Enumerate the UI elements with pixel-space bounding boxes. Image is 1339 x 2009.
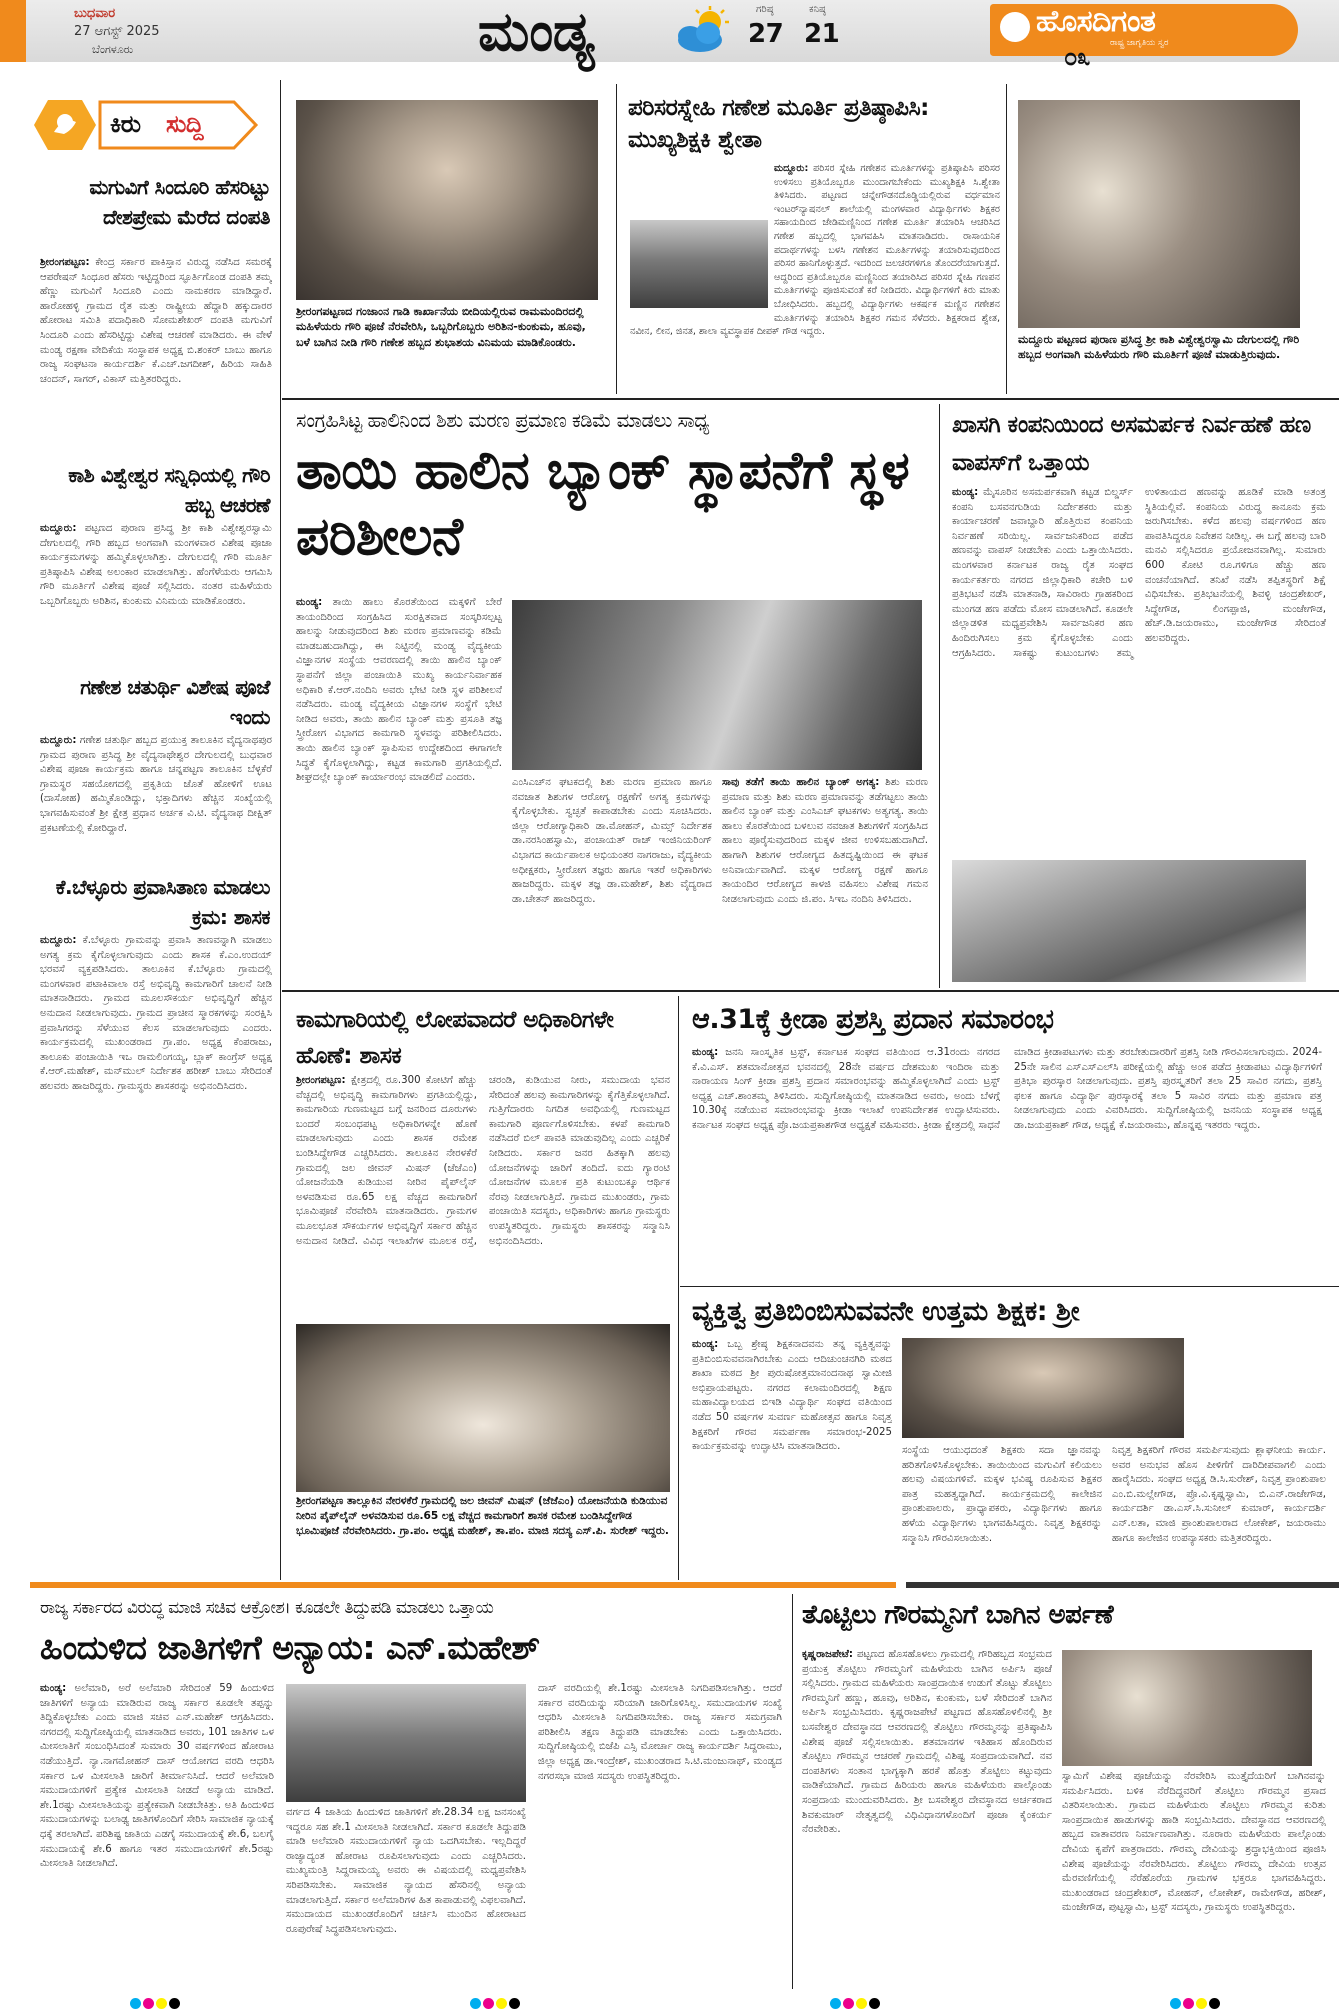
brief-2-title: ಕಾಶಿ ವಿಶ್ವೇಶ್ವರ ಸನ್ನಿಧಿಯಲ್ಲಿ ಗೌರಿ ಹಬ್ಬ ಆಚರಣೆ (68, 463, 270, 517)
milkbank-title: ತಾಯಿ ಹಾಲಿನ ಬ್ಯಾಂಕ್ ಸ್ಥಾಪನೆಗೆ ಸ್ಥಳ ಪರಿಶೀಲನೆ (296, 441, 910, 567)
brief-1-text: ಕೇಂದ್ರ ಸರ್ಕಾರ ಪಾಕಿಸ್ತಾನ ವಿರುದ್ಧ ನಡೆಸಿದ ಸಮರಕ್ಕೆ ಆಪರೇಷನ್ ಸಿಂಧೂರ ಹೆಸರು ಇಟ್ಟಿದ್ದರಿಂದ ಸ್ಫೂರ್ತಿಗೊಂಡ ದಂಪತಿ ತಮ್ಮ ಹೆಣ್ಣು ಮಗುವಿಗೆ ಸಿಂದೂರಿ ಎಂದು ನಾಮಕರಣ ಮಾಡಿದ್ದಾರೆ. ಹಾರೋಹಳ್ಳಿ ಗ್ರಾಮದ ರೈತ ಮತ್ತು ರಾಷ್ಟ್ರೀಯ ಹೆದ್ದಾರಿ ಹಕ್ಕುದಾರರ ಹೋರಾಟ ಸಮಿತಿ ಪದಾಧಿಕಾರಿ ಸೋಮಶೇಖರ್ ದಂಪತಿ ಮಗುವಿಗೆ ಸಿಂದೂರಿ ಎಂದು ಹೆಸರಿಟ್ಟಿದ್ದು ವಿಶೇಷ ಆಚರಣೆ ಮಾಡಿದರು. ಈ ವೇಳೆ ಮಂಡ್ಯ ರಕ್ಷಣಾ ವೇದಿಕೆಯ ಸಂಸ್ಥಾಪಕ ಅಧ್ಯಕ್ಷ ಬಿ.ಶಂಕರ್ ಬಾಬು ಹಾಗೂ ರಾಜ್ಯ ಸಂಘಟನಾ ಕಾರ್ಯದರ್ಶಿ ಕೆ.ಎಚ್.ಜಗದೀಶ್, ಹಿರಿಯ ಸಾಹಿತಿ ಚಂದನ್, ಸಾಗರ್, ವಿಕಾಸ್ ಮತ್ತಿತರರಿದ್ದರು. (40, 257, 272, 385)
photo-teacher-felicitation (902, 1338, 1184, 1438)
works-text: ಕ್ಷೇತ್ರದಲ್ಲಿ ರೂ.300 ಕೋಟಿಗೆ ಹೆಚ್ಚು ವೆಚ್ಚದಲ್ಲಿ ಅಭಿವೃದ್ಧಿ ಕಾಮಗಾರಿಗಳು ಪ್ರಗತಿಯಲ್ಲಿದ್ದು, ಕಾಮಗಾರಿಯ ಗುಣಮಟ್ಟದ ಬಗ್ಗೆ ಜನರಿಂದ ದೂರುಗಳು ಬಂದರೆ ಸಂಬಂಧಪಟ್ಟ ಅಧಿಕಾರಿಗಳನ್ನೇ ಹೊಣೆ ಮಾಡಲಾಗುವುದು ಎಂದು ಶಾಸಕ ರಮೇಶ ಬಂಡಿಸಿದ್ದೇಗೌಡ ಎಚ್ಚರಿಸಿದರು. ತಾಲೂಕಿನ ನೇರಳಕೆರೆ ಗ್ರಾಮದಲ್ಲಿ ಜಲ ಜೀವನ್ ಮಿಷನ್ (ಜೆಜೆಎಂ) ಯೋಜನೆಯಡಿ ಕುಡಿಯುವ ನೀರಿನ ಪೈಪ್‌ಲೈನ್ ಅಳವಡಿಸುವ ರೂ.65 ಲಕ್ಷ ವೆಚ್ಚದ ಕಾಮಗಾರಿಗೆ ಭೂಮಿಪೂಜೆ ನೆರವೇರಿಸಿ ಮಾತನಾಡಿದರು. ಗ್ರಾಮಗಳ ಮೂಲಭೂತ ಸೌಕರ್ಯಗಳ ಅಭಿವೃದ್ಧಿಗೆ ಸರ್ಕಾರ ಹೆಚ್ಚಿನ ಅನುದಾನ ನೀಡಿದೆ. ವಿವಿಧ ಇಲಾಖೆಗಳ ಮೂಲಕ ರಸ್ತೆ, ಚರಂಡಿ, ಕುಡಿಯುವ ನೀರು, ಸಮುದಾಯ ಭವನ ಸೇರಿದಂತೆ ಹಲವು ಕಾಮಗಾರಿಗಳನ್ನು ಕೈಗೆತ್ತಿಕೊಳ್ಳಲಾಗಿದೆ. ಗುತ್ತಿಗೆದಾರರು ನಿಗದಿತ ಅವಧಿಯಲ್ಲಿ ಗುಣಮಟ್ಟದ ಕಾಮಗಾರಿ ಪೂರ್ಣಗೊಳಿಸಬೇಕು. ಕಳಪೆ ಕಾಮಗಾರಿ ನಡೆಸಿದರೆ ಬಿಲ್ ಪಾವತಿ ಮಾಡುವುದಿಲ್ಲ ಎಂದು ಎಚ್ಚರಿಕೆ ನೀಡಿದರು. ಸರ್ಕಾರ ಜನರ ಹಿತಕ್ಕಾಗಿ ಹಲವು ಯೋಜನೆಗಳನ್ನು ಜಾರಿಗೆ ತಂದಿದೆ. ಐದು ಗ್ಯಾರಂಟಿ ಯೋಜನೆಗಳ ಮೂಲಕ ಪ್ರತಿ ಕುಟುಂಬಕ್ಕೂ ಆರ್ಥಿಕ ನೆರವು ನೀಡಲಾಗುತ್ತಿದೆ. ಗ್ರಾಮದ ಮುಖಂಡರು, ಗ್ರಾಮ ಪಂಚಾಯಿತಿ ಸದಸ್ಯರು, ಅಧಿಕಾರಿಗಳು ಹಾಗೂ ಗ್ರಾಮಸ್ಥರು ಉಪಸ್ಥಿತರಿದ್ದರು. ಗ್ರಾಮಸ್ಥರು ಶಾಸಕರನ್ನು ಸನ್ಮಾನಿಸಿ ಅಭಿನಂದಿಸಿದರು. (296, 1075, 670, 1247)
brief-2-text: ಪಟ್ಟಣದ ಪುರಾಣ ಪ್ರಸಿದ್ಧ ಶ್ರೀ ಕಾಶಿ ವಿಶ್ವೇಶ್ವರಸ್ವಾಮಿ ದೇಗುಲದಲ್ಲಿ ಗೌರಿ ಹಬ್ಬದ ಅಂಗವಾಗಿ ಮಂಗಳವಾರ ವಿಶೇಷ ಪೂಜಾ ಕಾರ್ಯಕ್ರಮಗಳನ್ನು ಹಮ್ಮಿಕೊಳ್ಳಲಾಗಿತ್ತು. ದೇಗುಲದಲ್ಲಿ ಗೌರಿ ಮೂರ್ತಿ ಪ್ರತಿಷ್ಠಾಪಿಸಿ ವಿಶೇಷ ಅಲಂಕಾರ ಮಾಡಲಾಗಿತ್ತು. ಹೆಂಗೆಳೆಯರು ಆಗಮಿಸಿ ಗೌರಿ ಮೂರ್ತಿಗೆ ವಿಶೇಷ ಪೂಜೆ ಸಲ್ಲಿಸಿದರು. ನಂತರ ಮಹಿಳೆಯರು ಒಬ್ಬರಿಗೊಬ್ಬರು ಅರಿಶಿನ, ಕುಂಕುಮ ವಿನಿಮಯ ಮಾಡಿಕೊಂಡರು. (40, 523, 272, 607)
milkbank-photo-caption: ಸಾವು ತಡೆಗೆ ತಾಯಿ ಹಾಲಿನ ಬ್ಯಾಂಕ್ ಅಗತ್ಯ: (722, 777, 880, 788)
ganesha-title: ಪರಿಸರಸ್ನೇಹಿ ಗಣೇಶ ಮೂರ್ತಿ ಪ್ರತಿಷ್ಠಾಪಿಸಿ: ಮುಖ್ಯಶಿಕ್ಷಕಿ ಶ್ವೇತಾ (628, 95, 929, 153)
brief-3-dateline: ಮದ್ದೂರು: (40, 735, 77, 746)
gowramma-body-2 (1062, 1770, 1326, 1982)
milkbank-body-1 (296, 596, 502, 982)
brief-3-body (40, 734, 272, 858)
yellow-dot (1196, 1998, 1207, 2009)
mahesh-dateline: ಮಂಡ್ಯ: (40, 1683, 67, 1694)
temp-max: 27 (748, 19, 784, 49)
photo-refund-protest (952, 860, 1306, 982)
paper-tagline: ರಾಷ್ಟ್ರ ಜಾಗೃತಿಯ ಸ್ವರ (1110, 38, 1169, 48)
registration-marks (130, 1994, 1230, 2008)
mahesh-body-3 (538, 1682, 782, 1982)
sports-body (692, 1046, 1322, 1280)
works-title: ಕಾಮಗಾರಿಯಲ್ಲಿ ಲೋಪವಾದರೆ ಅಧಿಕಾರಿಗಳೇ ಹೊಣೆ: ಶಾಸಕ (296, 1007, 614, 1069)
masthead-city: ಬೆಂಗಳೂರು (92, 43, 134, 56)
temp-max-label: ಗರಿಷ್ಠ (756, 4, 774, 15)
cyan-dot (1170, 1998, 1181, 2009)
page-number: ೦೩ (1064, 43, 1090, 71)
registration-mark-3 (830, 1994, 890, 2009)
teacher-body-1 (692, 1338, 892, 1576)
mahesh-title: ಹಿಂದುಳಿದ ಜಾತಿಗಳಿಗೆ ಅನ್ಯಾಯ: ಎನ್.ಮಹೇಶ್ (40, 1628, 540, 1667)
teacher-body-2 (902, 1444, 1102, 1576)
gowramma-title: ತೊಟ್ಟಿಲು ಗೌರಮ್ಮನಿಗೆ ಬಾಗಿನ ಅರ್ಪಣೆ (802, 1600, 1114, 1630)
sports-title: ಆ.31ಕ್ಕೆ ಕ್ರೀಡಾ ಪ್ರಶಸ್ತಿ ಪ್ರದಾನ ಸಮಾರಂಭ (692, 1004, 1054, 1035)
teacher-dateline: ಮಂಡ್ಯ: (692, 1339, 719, 1350)
column-rule (616, 84, 617, 394)
brief-4-dateline: ಮದ್ದೂರು: (40, 935, 77, 946)
ganesha-text: ಪರಿಸರ ಸ್ನೇಹಿ ಗಣೇಶನ ಮೂರ್ತಿಗಳನ್ನು ಪ್ರತಿಷ್ಠಾಪಿಸಿ ಪರಿಸರ ಉಳಿಸಲು ಪ್ರತಿಯೊಬ್ಬರೂ ಮುಂದಾಗಬೇಕೆಂದು ಮುಖ್ಯಶಿಕ್ಷಕಿ ಸಿ.ಶ್ವೇತಾ ತಿಳಿಸಿದರು. ಪಟ್ಟಣದ ಚನ್ನೇಗೌಡನದೊಡ್ಡಿಯಲ್ಲಿರುವ ವರ್ಧಮಾನ ಇಂಟರ್‌ನ್ಯಾಷನಲ್ ಶಾಲೆಯಲ್ಲಿ ಮಂಗಳವಾರ ವಿದ್ಯಾರ್ಥಿಗಳು ಶಿಕ್ಷಕರ ಸಹಾಯದಿಂದ ಜೇಡಿಮಣ್ಣಿನಿಂದ ಗಣೇಶ ಮೂರ್ತಿ ತಯಾರಿಸಿ ಆಚರಿಸಿದ ಗಣೇಶ ಹಬ್ಬದಲ್ಲಿ ಭಾಗವಹಿಸಿ ಮಾತನಾಡಿದರು. ರಾಸಾಯನಿಕ ಪದಾರ್ಥಗಳನ್ನು ಬಳಸಿ ಗಣೇಶನ ಮೂರ್ತಿಗಳನ್ನು ತಯಾರಿಸುವುದರಿಂದ ಪರಿಸರ ಹಾನಿಗೊಳ್ಳುತ್ತದೆ. ಇದರಿಂದ ಜಲಚರಗಳಿಗೂ ತೊಂದರೆಯಾಗುತ್ತದೆ. ಆದ್ದರಿಂದ ಪ್ರತಿಯೊಬ್ಬರೂ ಮಣ್ಣಿನಿಂದ ತಯಾರಿಸಿದ ಪರಿಸರ ಸ್ನೇಹಿ ಗಣಪನ ಮೂರ್ತಿಗಳನ್ನು ಪೂಜಿಸುವಂತೆ ಕರೆ ನೀಡಿದರು. ವಿದ್ಯಾರ್ಥಿಗಳಿಗೆ ಕಿರು ಮಾತು ಬೋಧಿಸಿದರು. ಹಬ್ಬದಲ್ಲಿ ವಿದ್ಯಾರ್ಥಿಗಳು ಆಕರ್ಷಕ ಮಣ್ಣಿನ ಗಣೇಶನ ಮೂರ್ತಿಗಳನ್ನು ತಯಾರಿಸಿ ಶಿಕ್ಷಕರ ಗಮನ ಸೆಳೆದರು. ಶಿಕ್ಷಕರಾದ ಶ್ವೇತ, ನವೀನ, ಲೀನ, ಜಿನತ, ಶಾಲಾ ವ್ಯವಸ್ಥಾಪಕ ದೀಪಕ್ ಗೌಡ ಇದ್ದರು. (630, 163, 1000, 338)
mahesh-body-1 (40, 1682, 274, 1982)
brief-2-body (40, 522, 272, 682)
teacher-text-2: ಸಂಸ್ಥೆಯ ಆಯುಧದಂತೆ ಶಿಕ್ಷಕರು ಸದಾ ಜ್ಞಾನವನ್ನು ಹರಿತಗೊಳಿಸಿಕೊಳ್ಳಬೇಕು. ತಾಯಿಯಿಂದ ಮಗುವಿಗೆ ಕಲಿಯಲು ಹಲವು ವಿಷಯಗಳಿವೆ. ಮಕ್ಕಳ ಭವಿಷ್ಯ ರೂಪಿಸುವ ಶಿಕ್ಷಕರ ಪಾತ್ರ ಮಹತ್ವದ್ದಾಗಿದೆ. ಕಾರ್ಯಕ್ರಮದಲ್ಲಿ ಕಾಲೇಜಿನ ಪ್ರಾಂಶುಪಾಲರು, ಪ್ರಾಧ್ಯಾಪಕರು, ವಿದ್ಯಾರ್ಥಿಗಳು ಹಾಗೂ ಹಳೆಯ ವಿದ್ಯಾರ್ಥಿಗಳು ಭಾಗವಹಿಸಿದ್ದರು. ನಿವೃತ್ತ ಶಿಕ್ಷಕರನ್ನು ಸನ್ಮಾನಿಸಿ ಗೌರವಿಸಲಾಯಿತು. (902, 1445, 1102, 1544)
black-dot (1209, 1998, 1220, 2009)
yellow-dot (856, 1998, 867, 2009)
kirusuddi-label-b: ಸುದ್ದಿ (166, 110, 204, 138)
registration-mark-4 (1170, 1994, 1230, 2009)
column-rule (280, 80, 281, 1580)
registration-mark-1 (130, 1994, 190, 2009)
column-rule (678, 996, 679, 1580)
magenta-dot (143, 1998, 154, 2009)
magenta-dot (1183, 1998, 1194, 2009)
photo-gowri-puja-women (296, 100, 598, 300)
mahesh-text-2: ವರ್ಗದ 4 ಜಾತಿಯ ಹಿಂದುಳಿದ ಜಾತಿಗಳಿಗೆ ಶೇ.28.34 ಲಕ್ಷ ಜನಸಂಖ್ಯೆ ಇದ್ದರೂ ಸಹ ಶೇ.1 ಮೀಸಲಾತಿ ನೀಡಲಾಗಿದೆ. ಸರ್ಕಾರ ಕೂಡಲೇ ತಿದ್ದುಪಡಿ ಮಾಡಿ ಅಲೆಮಾರಿ ಸಮುದಾಯಗಳಿಗೆ ನ್ಯಾಯ ಒದಗಿಸಬೇಕು. ಇಲ್ಲದಿದ್ದರೆ ರಾಜ್ಯಾದ್ಯಂತ ಹೋರಾಟ ರೂಪಿಸಲಾಗುವುದು ಎಂದು ಎಚ್ಚರಿಸಿದರು. ಮುಖ್ಯಮಂತ್ರಿ ಸಿದ್ದರಾಮಯ್ಯ ಅವರು ಈ ವಿಷಯದಲ್ಲಿ ಮಧ್ಯಪ್ರವೇಶಿಸಿ ಸರಿಪಡಿಸಬೇಕು. ಸಾಮಾಜಿಕ ನ್ಯಾಯದ ಹೆಸರಿನಲ್ಲಿ ಅನ್ಯಾಯ ಮಾಡಲಾಗುತ್ತಿದೆ. ಸರ್ಕಾರ ಅಲೆಮಾರಿಗಳ ಹಿತ ಕಾಪಾಡುವಲ್ಲಿ ವಿಫಲವಾಗಿದೆ. ಸಮುದಾಯದ ಮುಖಂಡರೊಂದಿಗೆ ಚರ್ಚಿಸಿ ಮುಂದಿನ ಹೋರಾಟದ ರೂಪುರೇಷೆ ಸಿದ್ಧಪಡಿಸಲಾಗುವುದು. (286, 1807, 526, 1935)
temp-min: 21 (804, 19, 840, 49)
brief-4-body (40, 934, 272, 1578)
teacher-text-3: ನಿವೃತ್ತ ಶಿಕ್ಷಕರಿಗೆ ಗೌರವ ಸಮರ್ಪಿಸುವುದು ಶ್ಲಾಘನೀಯ ಕಾರ್ಯ. ಅವರ ಅನುಭವ ಹೊಸ ಪೀಳಿಗೆಗೆ ದಾರಿದೀಪವಾಗಲಿ ಎಂದು ಹಾರೈಸಿದರು. ಸಂಘದ ಅಧ್ಯಕ್ಷ ಡಿ.ಸಿ.ಸುರೇಶ್, ನಿವೃತ್ತ ಪ್ರಾಂಶುಪಾಲ ಎಂ.ಬಿ.ಮಲ್ಲೇಗೌಡ, ಪ್ರೊ.ವಿ.ಕೃಷ್ಣಸ್ವಾಮಿ, ಬಿ.ಎನ್.ರಾಜೇಗೌಡ, ಕಾರ್ಯದರ್ಶಿ ಡಾ.ಎಸ್.ಸಿ.ಸುನೀಲ್ ಕುಮಾರ್, ಕಾರ್ಯದರ್ಶಿ ಎನ್.ಲತಾ, ಮಾಜಿ ಪ್ರಾಂಶುಪಾಲರಾದ ಲೋಕೇಶ್, ಜಯರಾಮು ಹಾಗೂ ಕಾಲೇಜಿನ ಉಪನ್ಯಾಸಕರು ಮತ್ತಿತರರಿದ್ದರು. (1112, 1445, 1326, 1544)
registration-mark-2 (470, 1994, 530, 2009)
magenta-dot (843, 1998, 854, 2009)
yellow-dot (496, 1998, 507, 2009)
teacher-title: ವ್ಯಕ್ತಿತ್ವ ಪ್ರತಿಬಿಂಬಿಸುವವನೇ ಉತ್ತಮ ಶಿಕ್ಷಕ: ಶ್ರೀ (692, 1296, 1080, 1327)
gowramma-dateline: ಕೃಷ್ಣರಾಜಪೇಟೆ: (802, 1649, 853, 1660)
gowramma-text-1: ಪಟ್ಟಣದ ಹೊಸಹೊಳಲು ಗ್ರಾಮದಲ್ಲಿ ಗೌರಿಹಬ್ಬದ ಸಂಭ್ರಮದ ಪ್ರಯುಕ್ತ ತೊಟ್ಟಿಲು ಗೌರಮ್ಮನಿಗೆ ಮಹಿಳೆಯರು ಬಾಗಿನ ಅರ್ಪಿಸಿ ಪೂಜೆ ಸಲ್ಲಿಸಿದರು. ಗ್ರಾಮದ ಮಹಿಳೆಯರು ಸಾಂಪ್ರದಾಯಿಕ ಉಡುಗೆ ತೊಟ್ಟು ತೊಟ್ಟಿಲು ಗೌರಮ್ಮನಿಗೆ ಹಣ್ಣು, ಹೂವು, ಅರಿಶಿನ, ಕುಂಕುಮ, ಬಳೆ ಸೇರಿದಂತೆ ಬಾಗಿನ ಅರ್ಪಿಸಿ ಸಂಭ್ರಮಿಸಿದರು. ಕೃಷ್ಣರಾಜಪೇಟೆ ಪಟ್ಟಣದ ಹೊಸಹೊಳಲಿನಲ್ಲಿ ಶ್ರೀ ಬಸವೇಶ್ವರ ದೇವಸ್ಥಾನದ ಆವರಣದಲ್ಲಿ ತೊಟ್ಟಿಲು ಗೌರಮ್ಮನನ್ನು ಪ್ರತಿಷ್ಠಾಪಿಸಿ ವಿಶೇಷ ಪೂಜೆ ಸಲ್ಲಿಸಲಾಯಿತು. ಶತಮಾನಗಳ ಇತಿಹಾಸ ಹೊಂದಿರುವ ತೊಟ್ಟಿಲು ಗೌರಮ್ಮನ ಆಚರಣೆ ಗ್ರಾಮದಲ್ಲಿ ವಿಶಿಷ್ಟ ಸಂಪ್ರದಾಯವಾಗಿದೆ. ನವ ದಂಪತಿಗಳು ಸಂತಾನ ಭಾಗ್ಯಕ್ಕಾಗಿ ಹರಕೆ ಹೊತ್ತು ತೊಟ್ಟಿಲು ಕಟ್ಟುವುದು ವಾಡಿಕೆಯಾಗಿದೆ. ಗ್ರಾಮದ ಹಿರಿಯರು ಹಾಗೂ ಮಹಿಳೆಯರು ಪಾಲ್ಗೊಂಡು ಸಂಪ್ರದಾಯ ಮುಂದುವರಿಸಿದರು. ಶ್ರೀ ಬಸವೇಶ್ವರ ದೇವಸ್ಥಾನದ ಅರ್ಚಕರಾದ ಶಿವಕುಮಾರ್ ನೇತೃತ್ವದಲ್ಲಿ ವಿಧಿವಿಧಾನಗಳೊಂದಿಗೆ ಪೂಜಾ ಕೈಂಕರ್ಯ ನೆರವೇರಿತು. (802, 1649, 1052, 1836)
gowramma-text-2: ಸ್ವಾಮಿಗೆ ವಿಶೇಷ ಪೂಜೆಯನ್ನು ನೆರವೇರಿಸಿ ಮುತ್ತೈದೆಯರಿಗೆ ಬಾಗಿನವನ್ನು ಸಮರ್ಪಿಸಿದರು. ಬಳಿಕ ನೆರೆದಿದ್ದವರಿಗೆ ತೊಟ್ಟಿಲು ಗೌರಮ್ಮನ ಪ್ರಸಾದ ವಿತರಿಸಲಾಯಿತು. ಗ್ರಾಮದ ಮಹಿಳೆಯರು ತೊಟ್ಟಿಲು ಗೌರಮ್ಮನ ಕುರಿತು ಸಾಂಪ್ರದಾಯಿಕ ಹಾಡುಗಳನ್ನು ಹಾಡಿ ಸಂಭ್ರಮಿಸಿದರು. ದೇವಸ್ಥಾನದ ಆವರಣದಲ್ಲಿ ಹಬ್ಬದ ವಾತಾವರಣ ನಿರ್ಮಾಣವಾಗಿತ್ತು. ನೂರಾರು ಮಹಿಳೆಯರು ಪಾಲ್ಗೊಂಡು ದೇವಿಯ ಕೃಪೆಗೆ ಪಾತ್ರರಾದರು. ಗೌರಮ್ಮ ದೇವಿಯನ್ನು ಶ್ರದ್ಧಾಭಕ್ತಿಯಿಂದ ಪೂಜಿಸಿ ವಿಶೇಷ ಪೂಜೆಯನ್ನು ನೆರವೇರಿಸಿದರು. ತೊಟ್ಟಿಲು ಗೌರಮ್ಮ ದೇವಿಯ ಉತ್ಸವ ಮೆರವಣಿಗೆಯಲ್ಲಿ ನೆರೆಹೊರೆಯ ಗ್ರಾಮಗಳ ಭಕ್ತರೂ ಭಾಗವಹಿಸಿದ್ದರು. ಮುಖಂಡರಾದ ಚಂದ್ರಶೇಖರ್, ಮೋಹನ್, ಲೋಕೇಶ್, ರಾಮೇಗೌಡ, ಹರೀಶ್, ಮಂಜೇಗೌಡ, ಪುಟ್ಟಸ್ವಾಮಿ, ಟ್ರಸ್ಟ್ ಸದಸ್ಯರು, ಗ್ರಾಮಸ್ಥರು ಉಪಸ್ಥಿತರಿದ್ದರು. (1062, 1771, 1326, 1914)
weather-cloud-icon (672, 6, 736, 56)
milkbank-body-2 (512, 776, 712, 982)
mahesh-kicker: ರಾಜ್ಯ ಸರ್ಕಾರದ ವಿರುದ್ಧ ಮಾಜಿ ಸಚಿವ ಆಕ್ರೋಶ। ಕೂಡಲೇ ತಿದ್ದುಪಡಿ ಮಾಡಲು ಒತ್ತಾಯ (40, 1598, 494, 1618)
paper-name: ಹೊಸದಿಗಂತ (1036, 4, 1156, 39)
section-rule (282, 398, 1339, 400)
temp-min-label: ಕನಿಷ್ಠ (809, 4, 826, 15)
masthead-day: ಬುಧವಾರ (74, 6, 116, 21)
cyan-dot (830, 1998, 841, 2009)
photo-milkbank-inspection (512, 600, 922, 770)
sports-text: ಜನನಿ ಸಾಂಸ್ಕೃತಿಕ ಟ್ರಸ್ಟ್, ಕರ್ನಾಟಕ ಸಂಘದ ವತಿಯಿಂದ ಆ.31ರಂದು ನಗರದ ಕೆ.ವಿ.ಎಸ್. ಶತಮಾನೋತ್ಸವ ಭವನದಲ್ಲಿ 28ನೇ ವರ್ಷದ ದೇಶಮುಖ ಇಂದಿರಾ ಮತ್ತು ನಾರಾಯಣ ಸಿಂಗ್ ಕ್ರೀಡಾ ಪ್ರಶಸ್ತಿ ಪ್ರದಾನ ಸಮಾರಂಭವನ್ನು ಹಮ್ಮಿಕೊಳ್ಳಲಾಗಿದೆ ಎಂದು ಟ್ರಸ್ಟ್ ಅಧ್ಯಕ್ಷ ಎಚ್.ಶಾಂತಮ್ಮ ತಿಳಿಸಿದರು. ಸುದ್ದಿಗೋಷ್ಠಿಯಲ್ಲಿ ಮಾತನಾಡಿದ ಅವರು, ಅಂದು ಬೆಳಗ್ಗೆ 10.30ಕ್ಕೆ ನಡೆಯುವ ಸಮಾರಂಭವನ್ನು ಕ್ರೀಡಾ ಇಲಾಖೆ ಉಪನಿರ್ದೇಶಕ ಉದ್ಘಾಟಿಸುವರು. ಕರ್ನಾಟಕ ಸಂಘದ ಅಧ್ಯಕ್ಷ ಪ್ರೊ.ಜಯಪ್ರಕಾಶಗೌಡ ಅಧ್ಯಕ್ಷತೆ ವಹಿಸುವರು. ಕ್ರೀಡಾ ಕ್ಷೇತ್ರದಲ್ಲಿ ಸಾಧನೆ ಮಾಡಿದ ಕ್ರೀಡಾಪಟುಗಳು ಮತ್ತು ತರಬೇತುದಾರರಿಗೆ ಪ್ರಶಸ್ತಿ ನೀಡಿ ಗೌರವಿಸಲಾಗುವುದು. 2024-25ನೇ ಸಾಲಿನ ಎಸ್‌ಎಸ್‌ಎಲ್‌ಸಿ ಪರೀಕ್ಷೆಯಲ್ಲಿ ಹೆಚ್ಚು ಅಂಕ ಪಡೆದ ಕ್ರೀಡಾಪಟು ವಿದ್ಯಾರ್ಥಿಗಳಿಗೆ ಪ್ರತಿಭಾ ಪುರಸ್ಕಾರ ನೀಡಲಾಗುವುದು. ಪ್ರಶಸ್ತಿ ಪುರಸ್ಕೃತರಿಗೆ ತಲಾ 25 ಸಾವಿರ ನಗದು, ಪ್ರಶಸ್ತಿ ಫಲಕ ಹಾಗೂ ವಿದ್ಯಾರ್ಥಿ ಪುರಸ್ಕಾರಕ್ಕೆ ತಲಾ 5 ಸಾವಿರ ನಗದು ಮತ್ತು ಪ್ರಮಾಣ ಪತ್ರ ನೀಡಲಾಗುವುದು ಎಂದು ವಿವರಿಸಿದರು. ಸುದ್ದಿಗೋಷ್ಠಿಯಲ್ಲಿ ಜನನಿಯ ಸಂಸ್ಥಾಪಕ ಅಧ್ಯಕ್ಷ ಡಾ.ಜಯಪ್ರಕಾಶ್ ಗೌಡ, ಅಧ್ಯಕ್ಷೆ ಕೆ.ಜಯರಾಮು, ಹೊನ್ನಪ್ಪ ಇತರರು ಇದ್ದರು. (692, 1047, 1322, 1131)
column-rule (792, 1594, 793, 1989)
refund-dateline: ಮಂಡ್ಯ: (952, 487, 979, 498)
works-dateline: ಶ್ರೀರಂಗಪಟ್ಟಣ: (296, 1075, 346, 1086)
yellow-dot (156, 1998, 167, 2009)
photo-jjm-bhoomi-puja (296, 1324, 670, 1492)
kirusuddi-badge (34, 96, 264, 154)
masthead-date: 27 ಆಗಸ್ಟ್ 2025 (74, 24, 160, 39)
brief-4-title: ಕೆ.ಬೆಳ್ಳೂರು ಪ್ರವಾಸಿತಾಣ ಮಾಡಲು ಕ್ರಮ: ಶಾಸಕ (55, 875, 270, 929)
photo-2-caption: ಮದ್ದೂರು ಪಟ್ಟಣದ ಪುರಾಣ ಪ್ರಸಿದ್ಧ ಶ್ರೀ ಕಾಶಿ ವಿಶ್ವೇಶ್ವರಸ್ವಾಮಿ ದೇಗುಲದಲ್ಲಿ ಗೌರಿ ಹಬ್ಬದ ಅಂಗವಾಗಿ ಮಹಿಳೆಯರು ಗೌರಿ ಮೂರ್ತಿಗೆ ಪೂಜೆ ಮಾಡುತ್ತಿರುವುದು. (1018, 333, 1300, 362)
milkbank-text-1: ತಾಯಿ ಹಾಲು ಕೊರತೆಯಿಂದ ಮಕ್ಕಳಿಗೆ ಬೇರೆ ತಾಯಂದಿರಿಂದ ಸಂಗ್ರಹಿಸಿದ ಸುರಕ್ಷಿತವಾದ ಸಂಸ್ಕರಿಸಲ್ಪಟ್ಟ ಹಾಲನ್ನು ನೀಡುವುದರಿಂದ ಶಿಶು ಮರಣ ಪ್ರಮಾಣವನ್ನು ಕಡಿಮೆ ಮಾಡಬಹುದಾಗಿದ್ದು, ಈ ನಿಟ್ಟಿನಲ್ಲಿ ಮಂಡ್ಯ ವೈದ್ಯಕೀಯ ವಿಜ್ಞಾನಗಳ ಸಂಸ್ಥೆಯ ಆವರಣದಲ್ಲಿ ತಾಯಿ ಹಾಲಿನ ಬ್ಯಾಂಕ್ ಸ್ಥಾಪನೆಗೆ ಜಿಲ್ಲಾ ಪಂಚಾಯಿತಿ ಮುಖ್ಯ ಕಾರ್ಯನಿರ್ವಾಹಕ ಅಧಿಕಾರಿ ಕೆ.ಆರ್.ನಂದಿನಿ ಅವರು ಭೇಟಿ ನೀಡಿ ಸ್ಥಳ ಪರಿಶೀಲನೆ ನಡೆಸಿದರು. ಮಂಡ್ಯ ವೈದ್ಯಕೀಯ ವಿಜ್ಞಾನಗಳ ಸಂಸ್ಥೆಗೆ ಭೇಟಿ ನೀಡಿದ ಅವರು, ತಾಯಿ ಹಾಲಿನ ಬ್ಯಾಂಕ್ ಮತ್ತು ಪ್ರಸೂತಿ ತಜ್ಞ ಸ್ತ್ರೀರೋಗ ವಿಭಾಗದ ಕಾಮಗಾರಿ ಸ್ಥಳವನ್ನು ಪರಿಶೀಲಿಸಿದರು. ತಾಯಿ ಹಾಲಿನ ಬ್ಯಾಂಕ್ ಸ್ಥಾಪಿಸುವ ಉದ್ದೇಶದಿಂದ ಈಗಾಗಲೇ ಸಿದ್ಧತೆ ಕೈಗೊಳ್ಳಲಾಗಿದ್ದು, ಕಟ್ಟಡ ಕಾಮಗಾರಿ ಪ್ರಗತಿಯಲ್ಲಿದೆ. ಶೀಘ್ರದಲ್ಲೇ ಬ್ಯಾಂಕ್ ಕಾರ್ಯಾರಂಭ ಮಾಡಲಿದೆ ಎಂದರು. (296, 597, 502, 784)
section-title: ಮಂಡ್ಯ (478, 0, 595, 63)
teacher-text-1: ಒಬ್ಬ ಶ್ರೇಷ್ಠ ಶಿಕ್ಷಕನಾದವನು ತನ್ನ ವ್ಯಕ್ತಿತ್ವವನ್ನು ಪ್ರತಿಬಿಂಬಿಸುವವನಾಗಿರಬೇಕು ಎಂದು ಆದಿಚುಂಚನಗಿರಿ ಮಠದ ಶಾಖಾ ಮಠದ ಶ್ರೀ ಪುರುಷೋತ್ತಮಾನಂದನಾಥ ಸ್ವಾಮೀಜಿ ಅಭಿಪ್ರಾಯಪಟ್ಟರು. ನಗರದ ಕಲಾಮಂದಿರದಲ್ಲಿ ಶಿಕ್ಷಣ ಮಹಾವಿದ್ಯಾಲಯದ ಬಿಇಡಿ ವಿದ್ಯಾರ್ಥಿ ಸಂಘದ ವತಿಯಿಂದ ನಡೆದ 50 ವರ್ಷಗಳ ಸುವರ್ಣ ಮಹೋತ್ಸವ ಹಾಗೂ ನಿವೃತ್ತ ಶಿಕ್ಷಕರಿಗೆ ಗೌರವ ಸಮರ್ಪಣಾ ಸಮಾರಂಭ-2025 ಕಾರ್ಯಕ್ರಮವನ್ನು ಉದ್ಘಾಟಿಸಿ ಮಾತನಾಡಿದರು. (692, 1339, 892, 1453)
mahesh-body-2 (286, 1806, 526, 1982)
photo-1-caption: ಶ್ರೀರಂಗಪಟ್ಟಣದ ಗಂಜಾಂನ ಗಾಡಿ ಕಾರ್ಖಾನೆಯ ಬೀದಿಯಲ್ಲಿರುವ ರಾಮಮಂದಿರದಲ್ಲಿ ಮಹಿಳೆಯರು ಗೌರಿ ಪೂಜೆ ನೆರವೇರಿಸಿ, ಒಬ್ಬರಿಗೊಬ್ಬರು ಅರಿಶಿನ-ಕುಂಕುಮ, ಹೂವು, ಬಳೆ ಬಾಗಿನ ನೀಡಿ ಗೌರಿ ಗಣೇಶ ಹಬ್ಬದ ಶುಭಾಶಯ ವಿನಿಮಯ ಮಾಡಿಕೊಂಡರು. (296, 305, 586, 349)
masthead-orange-left (0, 0, 26, 62)
column-rule (939, 404, 940, 988)
works-body (296, 1074, 670, 1318)
brief-4-text: ಕೆ.ಬೆಳ್ಳೂರು ಗ್ರಾಮವನ್ನು ಪ್ರವಾಸಿ ತಾಣವನ್ನಾಗಿ ಮಾಡಲು ಅಗತ್ಯ ಕ್ರಮ ಕೈಗೊಳ್ಳಲಾಗುವುದು ಎಂದು ಶಾಸಕ ಕೆ.ಎಂ.ಉದಯ್ ಭರವಸೆ ವ್ಯಕ್ತಪಡಿಸಿದರು. ತಾಲೂಕಿನ ಕೆ.ಬೆಳ್ಳೂರು ಗ್ರಾಮದಲ್ಲಿ ಮಂಗಳವಾರ ಪಟಾಕಿವಾಲಾ ರಸ್ತೆ ಅಭಿವೃದ್ಧಿ ಕಾಮಗಾರಿಗೆ ಚಾಲನೆ ನೀಡಿ ಮಾತನಾಡಿದರು. ಗ್ರಾಮದ ಮೂಲಸೌಕರ್ಯ ಅಭಿವೃದ್ಧಿಗೆ ಹೆಚ್ಚಿನ ಅನುದಾನ ನೀಡಲಾಗುವುದು. ಗ್ರಾಮದ ಪ್ರಾಚೀನ ಸ್ಮಾರಕಗಳನ್ನು ಸಂರಕ್ಷಿಸಿ ಪ್ರವಾಸಿಗರನ್ನು ಸೆಳೆಯುವ ಕೆಲಸ ಮಾಡಲಾಗುವುದು ಎಂದರು. ಕಾರ್ಯಕ್ರಮದಲ್ಲಿ ಮುಖಂಡರಾದ ಗ್ರಾ.ಪಂ. ಅಧ್ಯಕ್ಷ ಕೆಂಪರಾಜು, ತಾಲೂಕು ಪಂಚಾಯಿತಿ ಇಒ ರಾಮಲಿಂಗಯ್ಯ, ಬ್ಲಾಕ್ ಕಾಂಗ್ರೆಸ್ ಅಧ್ಯಕ್ಷ ಕೆ.ಆರ್.ಮಹೇಶ್, ಮನ್‌ಮುಲ್ ನಿರ್ದೇಶಕ ಹರೀಶ್ ಬಾಬು ಸೇರಿದಂತೆ ಹಲವರು ಹಾಜರಿದ್ದರು. ಗ್ರಾಮಸ್ಥರು ಶಾಸಕರನ್ನು ಅಭಿನಂದಿಸಿದರು. (40, 935, 272, 1092)
masthead (0, 0, 1339, 80)
kirusuddi-badge-shape (34, 96, 264, 154)
photo-kashi-temple-women (1018, 100, 1300, 328)
black-dot (169, 1998, 180, 2009)
milkbank-body-3 (722, 776, 928, 982)
brief-3-text: ಗಣೇಶ ಚತುರ್ಥಿ ಹಬ್ಬದ ಪ್ರಯುಕ್ತ ತಾಲೂಕಿನ ವೈದ್ಯನಾಥಪುರ ಗ್ರಾಮದ ಪುರಾಣ ಪ್ರಸಿದ್ಧ ಶ್ರೀ ವೈದ್ಯನಾಥೇಶ್ವರ ದೇಗುಲದಲ್ಲಿ ಬುಧವಾರ ವಿಶೇಷ ಪೂಜಾ ಕಾರ್ಯಕ್ರಮ ಹಾಗೂ ಚನ್ನಪಟ್ಟಣ ತಾಲೂಕಿನ ಬೆಳ್ಳಕೆರೆ ಗ್ರಾಮಸ್ಥರ ಸಹಯೋಗದಲ್ಲಿ ಪ್ರಕೃತಿಯ ಜೊತೆ ಹೋಳಿಗೆ ಊಟ (ದಾಸೋಹ) ಹಮ್ಮಿಕೊಂಡಿದ್ದು, ಭಕ್ತಾದಿಗಳು ಹೆಚ್ಚಿನ ಸಂಖ್ಯೆಯಲ್ಲಿ ಭಾಗವಹಿಸುವಂತೆ ಶ್ರೀ ಕ್ಷೇತ್ರ ಪ್ರಧಾನ ಅರ್ಚಕ ವಿ.ಟಿ. ವೈದ್ಯನಾಥ ದೀಕ್ಷಿತ್ ಪ್ರಕಟಣೆಯಲ್ಲಿ ಕೋರಿದ್ದಾರೆ. (40, 735, 272, 834)
magenta-dot (483, 1998, 494, 2009)
milkbank-dateline: ಮಂಡ್ಯ: (296, 597, 323, 608)
ganesha-body (630, 162, 1000, 394)
milkbank-text-3: ಶಿಶು ಮರಣ ಪ್ರಮಾಣ ಮತ್ತು ಶಿಶು ಮರಣ ಪ್ರಮಾಣವನ್ನು ತಡೆಗಟ್ಟಲು ತಾಯಿ ಹಾಲಿನ ಬ್ಯಾಂಕ್ ಮತ್ತು ಎಂಸಿಎಚ್ ಘಟಕಗಳು ಅತ್ಯಗತ್ಯ. ತಾಯಿ ಹಾಲು ಕೊರತೆಯಿಂದ ಬಳಲುವ ನವಜಾತ ಶಿಶುಗಳಿಗೆ ಸಂಗ್ರಹಿಸಿದ ಹಾಲು ಪೂರೈಸುವುದರಿಂದ ಮಕ್ಕಳ ಜೀವ ಉಳಿಸಬಹುದಾಗಿದೆ. ಹಾಗಾಗಿ ಶಿಶುಗಳ ಆರೋಗ್ಯದ ಹಿತದೃಷ್ಟಿಯಿಂದ ಈ ಘಟಕ ಅನಿವಾರ್ಯವಾಗಿದೆ. ಮಕ್ಕಳ ಆರೋಗ್ಯ ರಕ್ಷಣೆ ಹಾಗೂ ತಾಯಂದಿರ ಆರೋಗ್ಯದ ಕಾಳಜಿ ವಹಿಸಲು ವಿಶೇಷ ಗಮನ ನೀಡಲಾಗುವುದು ಎಂದು ಜಿ.ಪಂ. ಸಿಇಒ ನಂದಿನಿ ತಿಳಿಸಿದರು. (722, 777, 928, 905)
photo-gowramma-puja (1062, 1650, 1312, 1766)
photo-mahesh-press-meet (286, 1684, 526, 1802)
black-dot (869, 1998, 880, 2009)
section-rule (680, 1286, 1339, 1287)
gowramma-body-1 (802, 1648, 1052, 1982)
bottom-orange-rule (30, 1582, 896, 1588)
brief-2-dateline: ಮದ್ದೂರು: (40, 523, 77, 534)
brief-1-dateline: ಶ್ರೀರಂಗಪಟ್ಟಣ: (40, 257, 90, 268)
column-rule (1006, 84, 1007, 394)
black-dot (509, 1998, 520, 2009)
sports-dateline: ಮಂಡ್ಯ: (692, 1047, 719, 1058)
brief-3-title: ಗಣೇಶ ಚತುರ್ಥಿ ವಿಶೇಷ ಪೂಜೆ ಇಂದು (80, 675, 270, 729)
milkbank-text-2: ಎಂಸಿಎಚ್‌ನ ಘಟಕದಲ್ಲಿ ಶಿಶು ಮರಣ ಪ್ರಮಾಣ ಹಾಗೂ ನವಜಾತ ಶಿಶುಗಳ ಆರೋಗ್ಯ ರಕ್ಷಣೆಗೆ ಅಗತ್ಯ ಕ್ರಮಗಳನ್ನು ಕೈಗೊಳ್ಳಬೇಕು. ಸ್ವಚ್ಛತೆ ಕಾಪಾಡಬೇಕು ಎಂದು ಸೂಚಿಸಿದರು. ಜಿಲ್ಲಾ ಆರೋಗ್ಯಾಧಿಕಾರಿ ಡಾ.ಮೋಹನ್, ಮಿಮ್ಸ್ ನಿರ್ದೇಶಕ ಡಾ.ನರಸಿಂಹಸ್ವಾಮಿ, ಪಂಚಾಯತ್ ರಾಜ್ ಇಂಜಿನಿಯರಿಂಗ್ ವಿಭಾಗದ ಕಾರ್ಯಪಾಲಕ ಅಭಿಯಂತರ ನಾಗರಾಜು, ವೈದ್ಯಕೀಯ ಅಧೀಕ್ಷಕರು, ಸ್ತ್ರೀರೋಗ ತಜ್ಞರು ಹಾಗೂ ಇತರೆ ಅಧಿಕಾರಿಗಳು ಹಾಜರಿದ್ದರು. ಮಕ್ಕಳ ತಜ್ಞ ಡಾ.ಮಹೇಶ್, ಶಿಶು ವೈದ್ಯರಾದ ಡಾ.ಚೇತನ್ ಹಾಜರಿದ್ದರು. (512, 777, 712, 905)
bottom-dark-rule (906, 1582, 1339, 1588)
brief-1-body (40, 256, 272, 452)
brief-1-title: ಮಗುವಿಗೆ ಸಿಂದೂರಿ ಹೆಸರಿಟ್ಟು ದೇಶಪ್ರೇಮ ಮೆರೆದ ದಂಪತಿ (89, 175, 270, 229)
ganesha-dateline: ಮದ್ದೂರು: (774, 163, 809, 174)
section-rule (282, 990, 1339, 992)
teacher-body-3 (1112, 1444, 1326, 1576)
milkbank-kicker: ಸಂಗ್ರಹಿಸಿಟ್ಟ ಹಾಲಿನಿಂದ ಶಿಶು ಮರಣ ಪ್ರಮಾಣ ಕಡಿಮೆ ಮಾಡಲು ಸಾಧ್ಯ (296, 409, 710, 432)
paper-logo-emblem-icon (1000, 12, 1030, 42)
ganesha-photo-spacer (630, 162, 774, 318)
cyan-dot (130, 1998, 141, 2009)
mahesh-text-3: ದಾಸ್ ವರದಿಯಲ್ಲಿ ಶೇ.1ರಷ್ಟು ಮೀಸಲಾತಿ ನಿಗದಿಪಡಿಸಲಾಗಿತ್ತು. ಆದರೆ ಸರ್ಕಾರ ವರದಿಯನ್ನು ಸರಿಯಾಗಿ ಜಾರಿಗೊಳಿಸಿಲ್ಲ. ಸಮುದಾಯಗಳ ಸಂಖ್ಯೆ ಆಧರಿಸಿ ಮೀಸಲಾತಿ ನಿಗದಿಪಡಿಸಬೇಕು. ರಾಜ್ಯ ಸರ್ಕಾರ ಸಮಗ್ರವಾಗಿ ಪರಿಶೀಲಿಸಿ ತಕ್ಷಣ ತಿದ್ದುಪಡಿ ಮಾಡಬೇಕು ಎಂದು ಒತ್ತಾಯಿಸಿದರು. ಸುದ್ದಿಗೋಷ್ಠಿಯಲ್ಲಿ ಬಿಜೆಪಿ ಎಸ್ಸಿ ಮೋರ್ಚಾ ರಾಜ್ಯ ಕಾರ್ಯದರ್ಶಿ ಸಿದ್ದರಾಮು, ಜಿಲ್ಲಾ ಅಧ್ಯಕ್ಷ ಡಾ.ಇಂದ್ರೇಶ್, ಮುಖಂಡರಾದ ಸಿ.ಟಿ.ಮಂಜುನಾಥ್, ಮಂಡ್ಯದ ನಗರಸಭಾ ಮಾಜಿ ಸದಸ್ಯರು ಉಪಸ್ಥಿತರಿದ್ದರು. (538, 1683, 782, 1782)
kirusuddi-label-a: ಕಿರು (110, 110, 141, 138)
refund-title: ಖಾಸಗಿ ಕಂಪನಿಯಿಂದ ಅಸಮರ್ಪಕ ನಿರ್ವಹಣೆ ಹಣ ವಾಪಸ್‌ಗೆ ಒತ್ತಾಯ (952, 412, 1311, 476)
works-photo-caption: ಶ್ರೀರಂಗಪಟ್ಟಣ ತಾಲ್ಲೂಕಿನ ನೇರಳಕೆರೆ ಗ್ರಾಮದಲ್ಲಿ ಜಲ ಜೀವನ್ ಮಿಷನ್ (ಜೆಜೆಎಂ) ಯೋಜನೆಯಡಿ ಕುಡಿಯುವ ನೀರಿನ ಪೈಪ್‌ಲೈನ್ ಅಳವಡಿಸುವ ರೂ.65 ಲಕ್ಷ ವೆಚ್ಚದ ಕಾಮಗಾರಿಗೆ ಶಾಸಕ ರಮೇಶ ಬಂಡಿಸಿದ್ದೇಗೌಡ ಭೂಮಿಪೂಜೆ ನೆರವೇರಿಸಿದರು. ಗ್ರಾ.ಪಂ. ಅಧ್ಯಕ್ಷ ಮಹೇಶ್, ತಾ.ಪಂ. ಮಾಜಿ ಸದಸ್ಯ ಎಸ್.ಪಿ. ಸುರೇಶ್ ಇದ್ದರು. (296, 1495, 669, 1537)
cyan-dot (470, 1998, 481, 2009)
refund-body (952, 486, 1326, 854)
mahesh-text-1: ಅಲೆಮಾರಿ, ಅರೆ ಅಲೆಮಾರಿ ಸೇರಿದಂತೆ 59 ಹಿಂದುಳಿದ ಜಾತಿಗಳಿಗೆ ಅನ್ಯಾಯ ಮಾಡಿರುವ ರಾಜ್ಯ ಸರ್ಕಾರ ಕೂಡಲೇ ತಪ್ಪನ್ನು ತಿದ್ದಿಕೊಳ್ಳಬೇಕು ಎಂದು ಮಾಜಿ ಸಚಿವ ಎನ್.ಮಹೇಶ್ ಆಗ್ರಹಿಸಿದರು. ನಗರದಲ್ಲಿ ಸುದ್ದಿಗೋಷ್ಠಿಯಲ್ಲಿ ಮಾತನಾಡಿದ ಅವರು, 101 ಜಾತಿಗಳ ಒಳ ಮೀಸಲಾತಿಗೆ ಸಂಬಂಧಿಸಿದಂತೆ ಸುಮಾರು 30 ವರ್ಷಗಳಿಂದ ಹೋರಾಟ ನಡೆಯುತ್ತಿದೆ. ನ್ಯಾ.ನಾಗಮೋಹನ್ ದಾಸ್ ಆಯೋಗದ ವರದಿ ಆಧರಿಸಿ ಸರ್ಕಾರ ಒಳ ಮೀಸಲಾತಿ ಜಾರಿಗೆ ತೀರ್ಮಾನಿಸಿದೆ. ಆದರೆ ಅಲೆಮಾರಿ ಸಮುದಾಯಗಳಿಗೆ ಪ್ರತ್ಯೇಕ ಮೀಸಲಾತಿ ನೀಡದೆ ಅನ್ಯಾಯ ಮಾಡಿದೆ. ಶೇ.1ರಷ್ಟು ಮೀಸಲಾತಿಯನ್ನು ಪ್ರತ್ಯೇಕವಾಗಿ ನೀಡಬೇಕಿತ್ತು. ಅತಿ ಹಿಂದುಳಿದ ಸಮುದಾಯಗಳನ್ನು ಬಲಾಢ್ಯ ಜಾತಿಗಳೊಂದಿಗೆ ಸೇರಿಸಿ ಸಾಮಾಜಿಕ ನ್ಯಾಯಕ್ಕೆ ಧಕ್ಕೆ ತರಲಾಗಿದೆ. ಪರಿಶಿಷ್ಟ ಜಾತಿಯ ಎಡಗೈ ಸಮುದಾಯಕ್ಕೆ ಶೇ.6, ಬಲಗೈ ಸಮುದಾಯಕ್ಕೆ ಶೇ.6 ಹಾಗೂ ಇತರ ಸಮುದಾಯಗಳಿಗೆ ಶೇ.5ರಷ್ಟು ಮೀಸಲಾತಿ ನೀಡಲಾಗಿದೆ. (40, 1683, 274, 1870)
refund-text: ಮೈಸೂರಿನ ಅಸಮರ್ಪಕವಾಗಿ ಕಟ್ಟಡ ಬಿಲ್ಡರ್ಸ್ ಕಂಪನಿ ಬಸವನಗುಡಿಯ ನಿರ್ದೇಶಕರು ಮತ್ತು ಕಾರ್ಯಾಚರಣೆ ಜವಾಬ್ದಾರಿ ಹೊತ್ತಿರುವ ಕಂಪನಿಯ ನಿರ್ವಹಣೆ ಸರಿಯಿಲ್ಲ. ಸಾರ್ವಜನಿಕರಿಂದ ಪಡೆದ ಹಣವನ್ನು ವಾಪಸ್ ನೀಡಬೇಕು ಎಂದು ಒತ್ತಾಯಿಸಿದರು. ಮಂಗಳವಾರ ಕರ್ನಾಟಕ ರಾಜ್ಯ ರೈತ ಸಂಘದ ಕಾರ್ಯಕರ್ತರು ನಗರದ ಜಿಲ್ಲಾಧಿಕಾರಿ ಕಚೇರಿ ಬಳಿ ಪ್ರತಿಭಟನೆ ನಡೆಸಿ ಮಾತನಾಡಿ, ಸಾವಿರಾರು ಗ್ರಾಹಕರಿಂದ ಮುಂಗಡ ಹಣ ಪಡೆದು ಮೋಸ ಮಾಡಲಾಗಿದೆ. ಕೂಡಲೇ ಜಿಲ್ಲಾಡಳಿತ ಮಧ್ಯಪ್ರವೇಶಿಸಿ ಸಾರ್ವಜನಿಕರ ಹಣ ಹಿಂದಿರುಗಿಸಲು ಕ್ರಮ ಕೈಗೊಳ್ಳಬೇಕು ಎಂದು ಆಗ್ರಹಿಸಿದರು. ಸಾಕಷ್ಟು ಕುಟುಂಬಗಳು ತಮ್ಮ ಉಳಿತಾಯದ ಹಣವನ್ನು ಹೂಡಿಕೆ ಮಾಡಿ ಅತಂತ್ರ ಸ್ಥಿತಿಯಲ್ಲಿವೆ. ಕಂಪನಿಯ ವಿರುದ್ಧ ಕಾನೂನು ಕ್ರಮ ಜರುಗಿಸಬೇಕು. ಕಳೆದ ಹಲವು ವರ್ಷಗಳಿಂದ ಹಣ ಪಾವತಿಸಿದ್ದರೂ ನಿವೇಶನ ನೀಡಿಲ್ಲ. ಈ ಬಗ್ಗೆ ಹಲವು ಬಾರಿ ಮನವಿ ಸಲ್ಲಿಸಿದರೂ ಪ್ರಯೋಜನವಾಗಿಲ್ಲ. ಸುಮಾರು 600 ಕೋಟಿ ರೂ.ಗಳಿಗೂ ಹೆಚ್ಚು ಹಣ ವಂಚನೆಯಾಗಿದೆ. ತನಿಖೆ ನಡೆಸಿ ತಪ್ಪಿತಸ್ಥರಿಗೆ ಶಿಕ್ಷೆ ವಿಧಿಸಬೇಕು. ಪ್ರತಿಭಟನೆಯಲ್ಲಿ ಶಿವಳ್ಳಿ ಚಂದ್ರಶೇಖರ್, ಸಿದ್ದೇಗೌಡ, ಲಿಂಗಪ್ಪಾಜಿ, ಮಂಜೇಗೌಡ, ಹೆಚ್.ಡಿ.ಜಯರಾಮು, ಮಂಜೇಗೌಡ ಸೇರಿದಂತೆ ಹಲವರಿದ್ದರು. (952, 487, 1326, 659)
